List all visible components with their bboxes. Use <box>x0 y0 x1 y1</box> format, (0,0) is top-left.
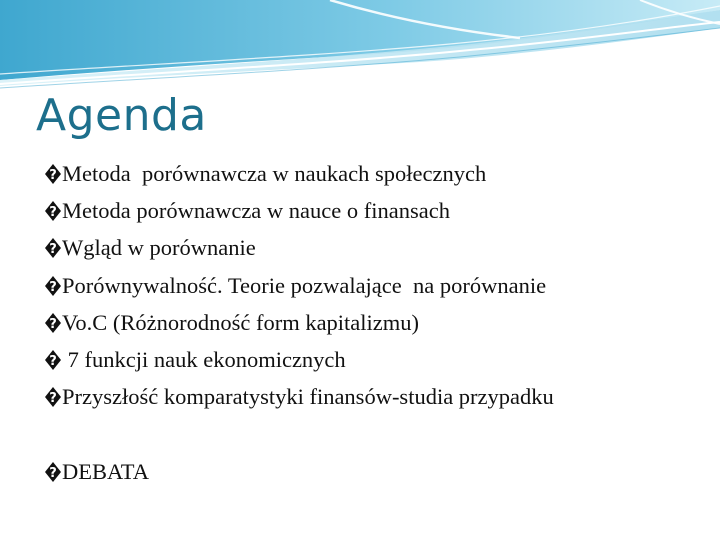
list-item-text: Metoda porównawcza w nauce o finansach <box>62 198 450 224</box>
svg-text:?: ? <box>49 316 57 332</box>
list-item <box>44 155 554 192</box>
slide-title: Agenda <box>36 90 207 141</box>
replacement-character-icon <box>44 386 62 408</box>
list-item-text: Vo.C (Różnorodność form kapitalizmu) <box>62 309 420 335</box>
svg-text:?: ? <box>49 242 57 258</box>
replacement-character-icon <box>44 349 62 371</box>
svg-text:?: ? <box>49 466 57 481</box>
debate-text: DEBATA <box>62 459 149 484</box>
replacement-character-icon <box>44 461 62 483</box>
svg-text:?: ? <box>49 391 57 407</box>
header-wave-decoration <box>0 0 720 95</box>
list-item <box>44 341 554 378</box>
agenda-list <box>44 155 554 415</box>
replacement-character-icon <box>44 163 62 185</box>
replacement-character-icon <box>44 237 62 259</box>
replacement-character-icon <box>44 312 62 334</box>
svg-text:?: ? <box>49 353 57 369</box>
replacement-character-icon <box>44 200 62 222</box>
list-item <box>44 378 554 415</box>
list-item-text: Metoda porównawcza w naukach społecznych <box>62 161 487 186</box>
replacement-character-icon <box>44 275 62 297</box>
svg-text:?: ? <box>49 279 57 295</box>
debate-item <box>44 453 149 490</box>
list-item-text: Przyszłość komparatystyki finansów-studia przypadku <box>62 384 554 410</box>
list-item <box>44 192 554 229</box>
svg-text:?: ? <box>49 168 57 183</box>
list-item-text: 7 funkcji nauk ekonomicznych <box>62 346 346 372</box>
svg-text:?: ? <box>49 205 57 221</box>
list-item-text: Wgląd w porównanie <box>62 235 256 261</box>
list-item <box>44 229 554 266</box>
list-item-text: Porównywalność. Teorie pozwalające na porównanie <box>62 272 547 298</box>
list-item <box>44 304 554 341</box>
list-item <box>44 267 554 304</box>
